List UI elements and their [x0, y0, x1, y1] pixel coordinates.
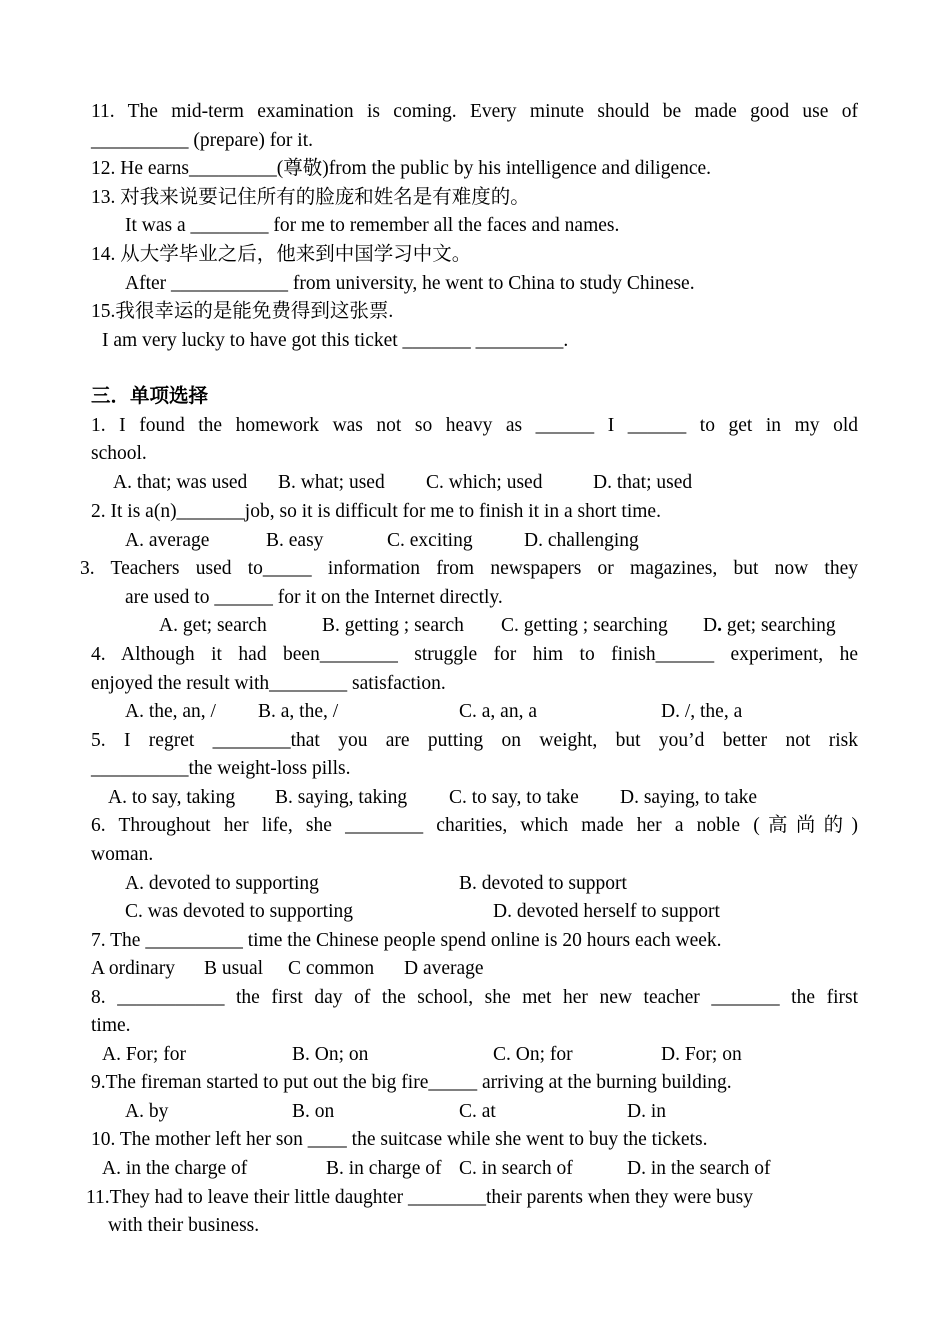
question-13-prompt: 13. 对我来说要记住所有的脸庞和姓名是有难度的。 [91, 187, 530, 208]
mc-7-option-a: A ordinary [91, 958, 175, 979]
mc-1-option-a: A. that; was used [113, 472, 248, 493]
mc-2-option-a: A. average [125, 530, 210, 551]
question-14-sentence: After ____________ from university, he went to China to study Chinese. [125, 273, 695, 294]
mc-3-option-a: A. get; search [159, 615, 267, 636]
mc-question-3-stem-cont: are used to ______ for it on the Internet directly. [125, 587, 503, 608]
mc-question-1-stem: 1. I found the homework was not so heavy as ______ I ______ to get in my old [91, 415, 858, 436]
mc-question-11-stem-cont: with their business. [108, 1215, 260, 1236]
mc-5-option-b: B. saying, taking [275, 787, 408, 808]
mc-5-option-d: D. saying, to take [620, 787, 758, 808]
mc-7-option-d: D average [404, 958, 484, 979]
question-11-line-1: 11. The mid-term examination is coming. Every minute should be made good use of [91, 101, 858, 122]
mc-1-option-b: B. what; used [278, 472, 385, 493]
mc-8-option-d: D. For; on [661, 1044, 742, 1065]
mc-question-6-stem: 6. Throughout her life, she ________ charities, which made her a noble (高尚的) [91, 815, 858, 836]
mc-5-option-a: A. to say, taking [108, 787, 236, 808]
mc-10-option-c: C. in search of [459, 1158, 573, 1179]
mc-3-option-d [703, 612, 836, 641]
mc-question-5-stem-cont: __________the weight-loss pills. [91, 758, 351, 779]
mc-question-2-stem: 2. It is a(n)_______job, so it is difficult for me to finish it in a short time. [91, 501, 661, 522]
question-11-line-2: __________ (prepare) for it. [91, 130, 314, 151]
mc-question-4-stem: 4. Although it had been________ struggle for him to finish______ experiment, he [91, 644, 858, 665]
question-15-prompt: 15.我很幸运的是能免费得到这张票. [91, 301, 394, 322]
mc-4-option-d: D. /, the, a [661, 701, 743, 722]
mc-question-3-stem: 3. Teachers used to_____ information from newspapers or magazines, but now they [80, 558, 858, 579]
mc-3-option-d-text: get; searching [721, 615, 836, 636]
mc-question-8-stem-cont: time. [91, 1015, 131, 1036]
mc-10-option-a: A. in the charge of [102, 1158, 248, 1179]
mc-6-option-b: B. devoted to support [459, 873, 627, 894]
mc-6-option-a: A. devoted to supporting [125, 873, 319, 894]
mc-question-7-stem: 7. The __________ time the Chinese people spend online is 20 hours each week. [91, 930, 722, 951]
section-3-title: 三．单项选择 [91, 386, 209, 407]
mc-9-option-b: B. on [292, 1101, 335, 1122]
mc-question-5-stem: 5. I regret ________that you are putting on weight, but you’d better not risk [91, 730, 858, 751]
mc-question-10-stem: 10. The mother left her son ____ the suitcase while she went to buy the tickets. [91, 1129, 708, 1150]
mc-5-option-c: C. to say, to take [449, 787, 579, 808]
question-12: 12. He earns_________(尊敬)from the public by his intelligence and diligence. [91, 158, 712, 179]
question-13-sentence: It was a ________ for me to remember all the faces and names. [125, 215, 620, 236]
mc-1-option-d: D. that; used [593, 472, 693, 493]
mc-8-option-b: B. On; on [292, 1044, 369, 1065]
mc-4-option-c: C. a, an, a [459, 701, 537, 722]
mc-2-option-b: B. easy [266, 530, 324, 551]
mc-9-option-a: A. by [125, 1101, 169, 1122]
mc-2-option-d: D. challenging [524, 530, 639, 551]
mc-3-option-d-dot: . [717, 615, 722, 636]
mc-question-8-stem: 8. ___________ the first day of the school, she met her new teacher _______ the first [91, 987, 858, 1008]
mc-9-option-c: C. at [459, 1101, 496, 1122]
mc-7-option-b: B usual [204, 958, 264, 979]
mc-7-option-c: C common [288, 958, 375, 979]
question-15-sentence: I am very lucky to have got this ticket _______ _________. [102, 330, 569, 351]
mc-10-option-b: B. in charge of [326, 1158, 442, 1179]
mc-9-option-d: D. in [627, 1101, 666, 1122]
mc-3-option-d-letter: D [703, 615, 718, 636]
mc-question-1-stem-cont: school. [91, 443, 147, 464]
mc-10-option-d: D. in the search of [627, 1158, 771, 1179]
mc-4-option-b: B. a, the, / [258, 701, 339, 722]
mc-question-4-stem-cont: enjoyed the result with________ satisfaction. [91, 673, 446, 694]
mc-6-option-d: D. devoted herself to support [493, 901, 720, 922]
mc-question-9-stem: 9.The fireman started to put out the big fire_____ arriving at the burning building. [91, 1072, 732, 1093]
mc-question-6-stem-cont: woman. [91, 844, 154, 865]
mc-4-option-a: A. the, an, / [125, 701, 216, 722]
mc-question-11-stem: 11.They had to leave their little daughter ________their parents when they were busy [86, 1187, 753, 1208]
mc-8-option-a: A. For; for [102, 1044, 186, 1065]
question-14-prompt: 14. 从大学毕业之后，他来到中国学习中文。 [91, 244, 472, 265]
mc-6-option-c: C. was devoted to supporting [125, 901, 354, 922]
mc-3-option-b: B. getting ; search [322, 615, 464, 636]
mc-1-option-c: C. which; used [426, 472, 543, 493]
mc-8-option-c: C. On; for [493, 1044, 573, 1065]
mc-2-option-c: C. exciting [387, 530, 473, 551]
mc-3-option-c: C. getting ; searching [501, 615, 668, 636]
